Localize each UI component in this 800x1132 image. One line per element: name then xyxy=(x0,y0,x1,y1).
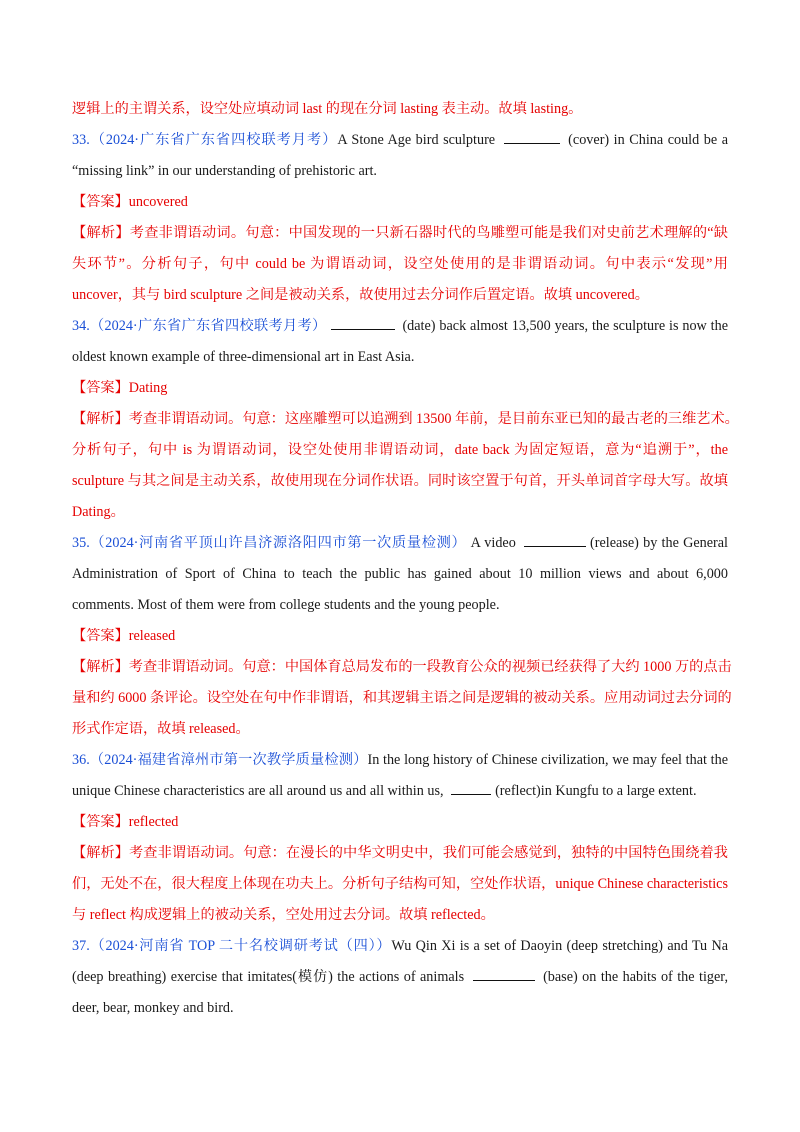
question-source: 33.（2024·广东省广东省四校联考月考） xyxy=(72,132,338,148)
question-text: In the long history of Chinese civilization, we may feel that the xyxy=(367,752,728,768)
answer-text: 分析句子，句中 is 为谓语动词，设空处使用非谓语动词，date back 为固定短语，意为“追溯于”，the xyxy=(72,442,728,458)
answer-text: 【解析】考查非谓语动词。句意：这座雕塑可以追溯到 13500 年前，是目前东亚已知的最古老的三维艺术。 xyxy=(72,411,739,427)
answer-text: 【解析】考查非谓语动词。句意：中国发现的一只新石器时代的鸟雕塑可能是我们对史前艺术理解的“缺 xyxy=(72,225,728,241)
question-text: (date) back almost 13,500 years, the sculpture is now the xyxy=(398,318,728,334)
answer-blank xyxy=(331,317,395,330)
question-text: oldest known example of three-dimensional art in East Asia. xyxy=(72,349,415,365)
text-line xyxy=(72,466,728,497)
text-line xyxy=(72,745,728,776)
text-line xyxy=(72,373,728,404)
question-text: Wu Qin Xi is a set of Daoyin (deep stretching) and Tu Na xyxy=(391,938,728,954)
text-line xyxy=(72,714,728,745)
text-line xyxy=(72,838,728,869)
question-text: A Stone Age bird sculpture xyxy=(337,132,500,148)
text-line xyxy=(72,249,728,280)
text-line xyxy=(72,528,728,559)
text-line xyxy=(72,342,728,373)
text-line xyxy=(72,900,728,931)
answer-text: sculpture 与其之间是主动关系，故使用现在分词作状语。同时该空置于句首，开头单词首字母大写。故填 xyxy=(72,473,728,489)
text-line xyxy=(72,652,732,683)
answer-blank xyxy=(473,968,535,981)
answer-text: 们，无处不在，很大程度上体现在功夫上。分析句子结构可知，空处作状语，unique Chinese characteristics xyxy=(72,876,728,892)
text-line xyxy=(72,94,728,125)
answer-blank xyxy=(451,782,491,795)
text-line xyxy=(72,931,728,962)
document-body xyxy=(72,94,739,1024)
question-source: 34.（2024·广东省广东省四校联考月考） xyxy=(72,318,327,334)
question-source: 36.（2024·福建省漳州市第一次教学质量检测） xyxy=(72,752,368,768)
text-line xyxy=(72,807,728,838)
question-text: Administration of Sport of China to teach the public has gained about 10 million views and about 6,000 xyxy=(72,566,728,582)
question-text: unique Chinese characteristics are all around us and all within us, xyxy=(72,783,448,799)
question-source: 35.（2024·河南省平顶山许昌济源洛阳四市第一次质量检测） xyxy=(72,535,467,551)
question-text: A video xyxy=(466,535,521,551)
text-line xyxy=(72,187,728,218)
answer-text: 【答案】reflected xyxy=(72,814,179,830)
text-line xyxy=(72,962,728,993)
text-line xyxy=(72,156,728,187)
text-line xyxy=(72,559,728,590)
question-text: (base) on the habits of the tiger, xyxy=(538,969,729,985)
question-text: “missing link” in our understanding of prehistoric art. xyxy=(72,163,377,179)
text-line xyxy=(72,683,732,714)
text-line xyxy=(72,776,728,807)
answer-text: 【答案】uncovered xyxy=(72,194,188,210)
text-line xyxy=(72,621,728,652)
answer-blank xyxy=(504,131,560,144)
answer-text: 形式作定语，故填 released。 xyxy=(72,721,250,737)
answer-text: 逻辑上的主谓关系，设空处应填动词 last 的现在分词 lasting 表主动。故填 lasting。 xyxy=(72,101,583,117)
answer-text: 量和约 6000 条评论。设空处在句中作非谓语，和其逻辑主语之间是逻辑的被动关系。应用动词过去分词的 xyxy=(72,690,732,706)
question-text: deer, bear, monkey and bird. xyxy=(72,1000,234,1016)
text-line xyxy=(72,590,728,621)
answer-text: 【答案】released xyxy=(72,628,176,644)
answer-text: 与 reflect 构成逻辑上的被动关系，空处用过去分词。故填 reflected。 xyxy=(72,907,495,923)
question-text: (release) by the General xyxy=(590,535,728,551)
answer-text: 【解析】考查非谓语动词。句意：中国体育总局发布的一段教育公众的视频已经获得了大约 1000 万的点击 xyxy=(72,659,732,675)
answer-text: 【解析】考查非谓语动词。句意：在漫长的中华文明史中，我们可能会感觉到，独特的中国特色围绕着我 xyxy=(72,845,728,861)
text-line xyxy=(72,497,728,528)
text-line xyxy=(72,993,728,1024)
text-line xyxy=(72,280,728,311)
answer-text: 【答案】Dating xyxy=(72,380,168,396)
text-line xyxy=(72,125,728,156)
text-line xyxy=(72,404,739,435)
answer-text: 失环节”。分析句子，句中 could be 为谓语动词，设空处使用的是非谓语动词。句中表示“发现”用 xyxy=(72,256,728,272)
question-text: (deep breathing) exercise that imitates(模仿) the actions of animals xyxy=(72,969,469,985)
text-line xyxy=(72,435,728,466)
question-text: comments. Most of them were from college students and the young people. xyxy=(72,597,500,613)
answer-blank xyxy=(524,534,586,547)
question-text: (cover) in China could be a xyxy=(563,132,728,148)
question-text: (reflect)in Kungfu to a large extent. xyxy=(495,783,697,799)
answer-text: Dating。 xyxy=(72,504,125,520)
text-line xyxy=(72,869,728,900)
text-line xyxy=(72,311,728,342)
answer-text: uncover，其与 bird sculpture 之间是被动关系，故使用过去分词作后置定语。故填 uncovered。 xyxy=(72,287,649,303)
question-source: 37.（2024·河南省 TOP 二十名校调研考试（四）） xyxy=(72,938,392,954)
text-line xyxy=(72,218,728,249)
